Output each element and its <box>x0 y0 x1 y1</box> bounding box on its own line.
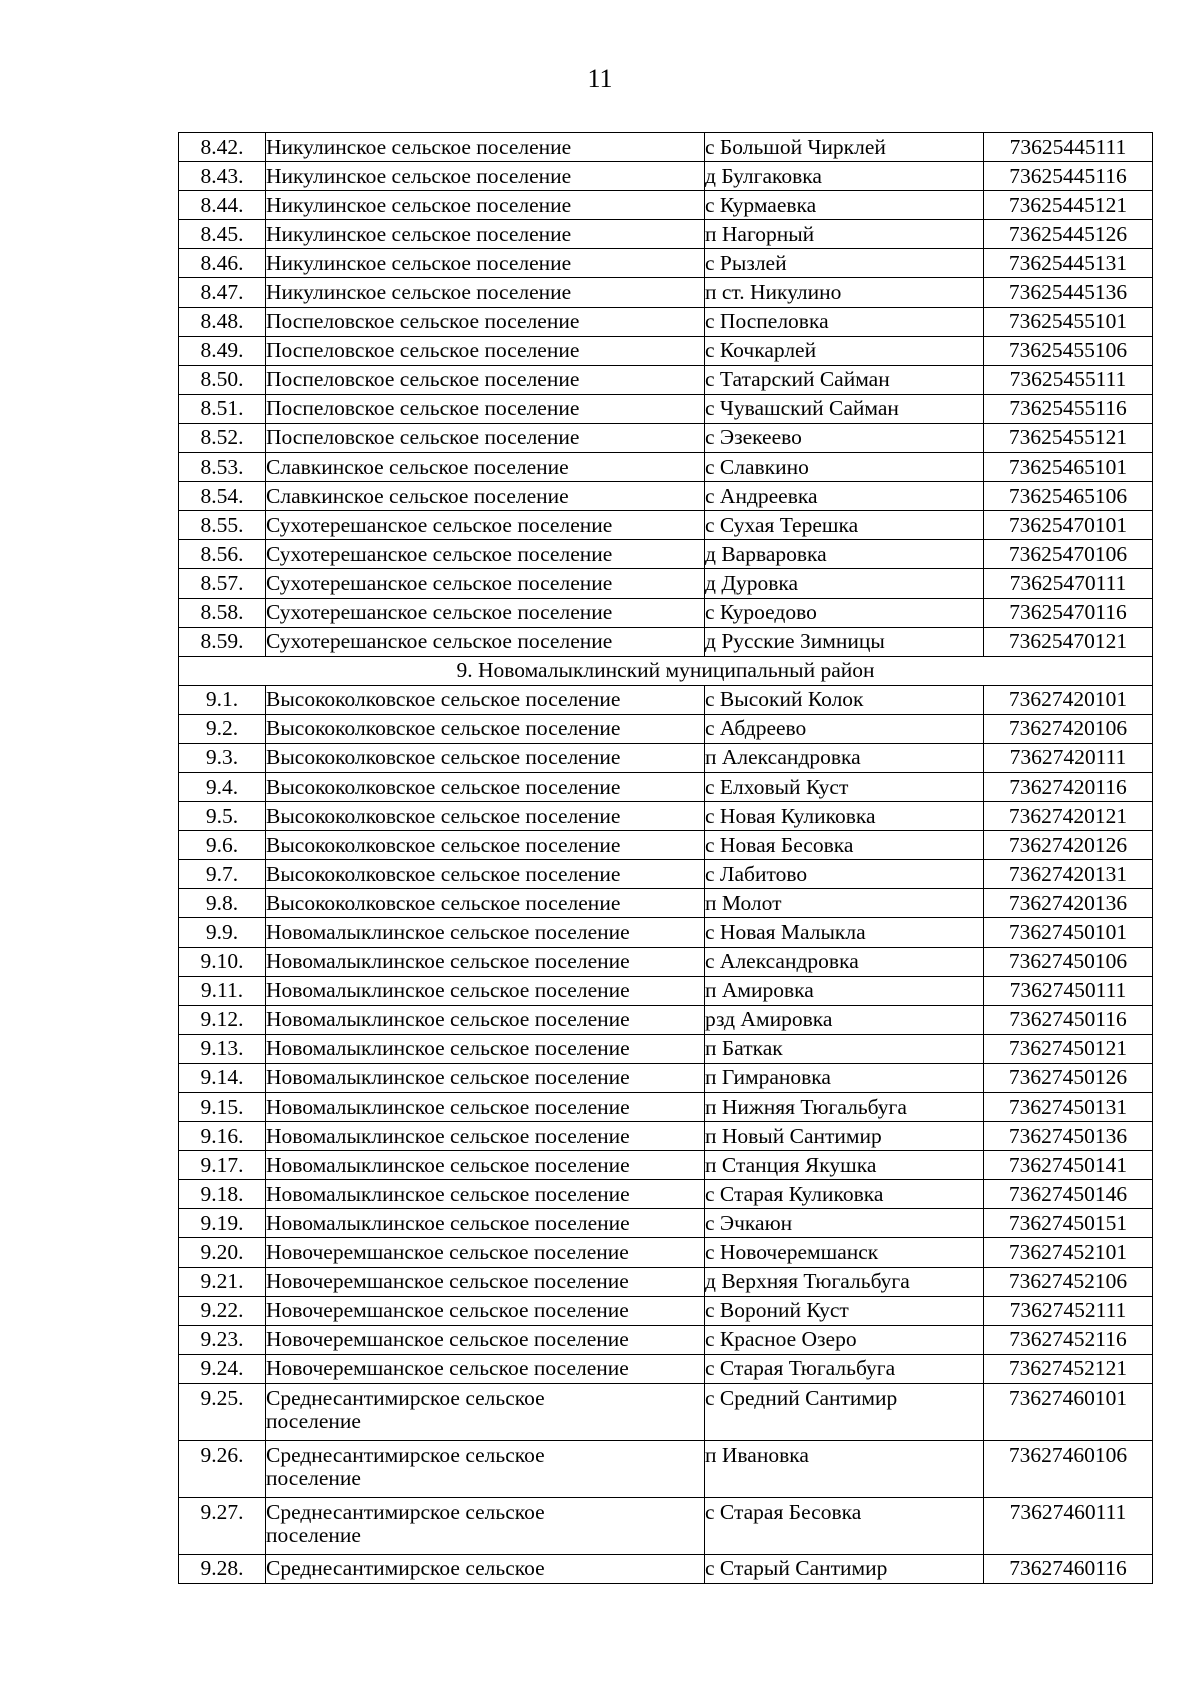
table-row <box>179 1554 1153 1583</box>
table-section-8 <box>179 133 1153 657</box>
table-row <box>179 685 1153 714</box>
table-row <box>179 598 1153 627</box>
row-number-cell: 9.28. <box>179 1554 266 1583</box>
page-number: 11 <box>587 64 613 93</box>
municipality-cell: Новомалыклинское сельское поселение <box>266 1005 705 1034</box>
oktmo-code-cell: 73627420131 <box>984 860 1153 889</box>
row-number-cell: 8.44. <box>179 191 266 220</box>
municipality-cell: Новочеремшанское сельское поселение <box>266 1325 705 1354</box>
municipality-cell: Высококолковское сельское поселение <box>266 685 705 714</box>
row-number-cell: 8.52. <box>179 423 266 452</box>
municipality-cell: Никулинское сельское поселение <box>266 249 705 278</box>
oktmo-code-cell: 73627452121 <box>984 1354 1153 1383</box>
row-number-cell: 9.8. <box>179 889 266 918</box>
locality-cell: с Старая Куликовка <box>705 1180 984 1209</box>
municipality-cell: Новомалыклинское сельское поселение <box>266 1063 705 1092</box>
row-number-cell: 9.3. <box>179 743 266 772</box>
locality-cell: с Славкино <box>705 453 984 482</box>
row-number-cell: 8.58. <box>179 598 266 627</box>
locality-cell: п Баткак <box>705 1034 984 1063</box>
row-number-cell: 8.42. <box>179 133 266 162</box>
locality-cell: с Новая Куликовка <box>705 802 984 831</box>
locality-cell: с Новочеремшанск <box>705 1238 984 1267</box>
municipality-cell: Славкинское сельское поселение <box>266 482 705 511</box>
locality-cell: с Средний Сантимир <box>705 1383 984 1440</box>
oktmo-code-cell: 73627450146 <box>984 1180 1153 1209</box>
row-number-cell: 8.46. <box>179 249 266 278</box>
locality-cell: рзд Амировка <box>705 1005 984 1034</box>
table-section-header <box>179 656 1153 685</box>
locality-cell: с Новая Малыкла <box>705 918 984 947</box>
locality-cell: с Абдреево <box>705 714 984 743</box>
oktmo-code-cell: 73627460101 <box>984 1383 1153 1440</box>
row-number-cell: 8.48. <box>179 307 266 336</box>
municipality-cell: Новомалыклинское сельское поселение <box>266 1034 705 1063</box>
municipality-cell: Среднесантимирское сельское <box>266 1554 705 1583</box>
municipality-cell: Сухотерешанское сельское поселение <box>266 511 705 540</box>
locality-cell: с Новая Бесовка <box>705 831 984 860</box>
table-row <box>179 889 1153 918</box>
locality-cell: с Елховый Куст <box>705 772 984 801</box>
oktmo-code-cell: 73625455121 <box>984 423 1153 452</box>
row-number-cell: 8.59. <box>179 627 266 656</box>
table-row <box>179 947 1153 976</box>
oktmo-code-cell: 73625465106 <box>984 482 1153 511</box>
municipality-cell: Поспеловское сельское поселение <box>266 365 705 394</box>
locality-cell: д Булгаковка <box>705 162 984 191</box>
table-row <box>179 1238 1153 1267</box>
locality-cell: с Куроедово <box>705 598 984 627</box>
municipality-cell: Высококолковское сельское поселение <box>266 831 705 860</box>
oktmo-code-cell: 73627420126 <box>984 831 1153 860</box>
oktmo-code-cell: 73625455116 <box>984 394 1153 423</box>
municipality-cell: Высококолковское сельское поселение <box>266 889 705 918</box>
table-row <box>179 482 1153 511</box>
oktmo-code-cell: 73627450116 <box>984 1005 1153 1034</box>
row-number-cell: 9.12. <box>179 1005 266 1034</box>
municipality-cell: Сухотерешанское сельское поселение <box>266 598 705 627</box>
table-row <box>179 1354 1153 1383</box>
municipality-cell: Никулинское сельское поселение <box>266 133 705 162</box>
oktmo-code-cell: 73627450106 <box>984 947 1153 976</box>
table-section-9 <box>179 685 1153 1583</box>
oktmo-code-cell: 73627420121 <box>984 802 1153 831</box>
municipality-cell: Новомалыклинское сельское поселение <box>266 976 705 1005</box>
locality-cell: п Нижняя Тюгальбуга <box>705 1093 984 1122</box>
municipality-cell: Среднесантимирское сельское поселение <box>266 1383 705 1440</box>
oktmo-code-cell: 73627450101 <box>984 918 1153 947</box>
locality-cell: п Ивановка <box>705 1440 984 1497</box>
municipality-cell: Поспеловское сельское поселение <box>266 423 705 452</box>
table-row <box>179 423 1153 452</box>
oktmo-code-cell: 73627420101 <box>984 685 1153 714</box>
locality-cell: п Амировка <box>705 976 984 1005</box>
locality-cell: с Красное Озеро <box>705 1325 984 1354</box>
row-number-cell: 9.13. <box>179 1034 266 1063</box>
row-number-cell: 9.7. <box>179 860 266 889</box>
row-number-cell: 9.5. <box>179 802 266 831</box>
row-number-cell: 8.45. <box>179 220 266 249</box>
row-number-cell: 9.19. <box>179 1209 266 1238</box>
oktmo-code-cell: 73627450141 <box>984 1151 1153 1180</box>
table-row <box>179 394 1153 423</box>
oktmo-code-cell: 73627452116 <box>984 1325 1153 1354</box>
table-row <box>179 918 1153 947</box>
row-number-cell: 9.17. <box>179 1151 266 1180</box>
row-number-cell: 9.9. <box>179 918 266 947</box>
row-number-cell: 9.25. <box>179 1383 266 1440</box>
locality-cell: д Варваровка <box>705 540 984 569</box>
table-row <box>179 453 1153 482</box>
table-row <box>179 191 1153 220</box>
row-number-cell: 8.49. <box>179 336 266 365</box>
settlements-table <box>178 132 1153 1584</box>
municipality-cell: Новочеремшанское сельское поселение <box>266 1354 705 1383</box>
oktmo-code-cell: 73627450136 <box>984 1122 1153 1151</box>
oktmo-code-cell: 73627450126 <box>984 1063 1153 1092</box>
municipality-cell: Новочеремшанское сельское поселение <box>266 1267 705 1296</box>
table-row <box>179 772 1153 801</box>
table-row <box>179 1325 1153 1354</box>
row-number-cell: 9.16. <box>179 1122 266 1151</box>
table-row <box>179 802 1153 831</box>
table-row <box>179 1122 1153 1151</box>
table-row <box>179 1005 1153 1034</box>
row-number-cell: 8.55. <box>179 511 266 540</box>
municipality-cell: Среднесантимирское сельское поселение <box>266 1497 705 1554</box>
table-row <box>179 1180 1153 1209</box>
locality-cell: с Поспеловка <box>705 307 984 336</box>
table-row <box>179 976 1153 1005</box>
locality-cell: д Русские Зимницы <box>705 627 984 656</box>
row-number-cell: 9.6. <box>179 831 266 860</box>
municipality-cell: Никулинское сельское поселение <box>266 191 705 220</box>
municipality-cell: Новомалыклинское сельское поселение <box>266 918 705 947</box>
row-number-cell: 8.47. <box>179 278 266 307</box>
oktmo-code-cell: 73627460111 <box>984 1497 1153 1554</box>
table-row <box>179 714 1153 743</box>
municipality-cell: Новомалыклинское сельское поселение <box>266 1093 705 1122</box>
municipality-cell: Высококолковское сельское поселение <box>266 772 705 801</box>
municipality-cell: Высококолковское сельское поселение <box>266 714 705 743</box>
table-row <box>179 365 1153 394</box>
oktmo-code-cell: 73627420116 <box>984 772 1153 801</box>
locality-cell: п Молот <box>705 889 984 918</box>
locality-cell: с Андреевка <box>705 482 984 511</box>
table-row <box>179 1296 1153 1325</box>
oktmo-code-cell: 73625445121 <box>984 191 1153 220</box>
oktmo-code-cell: 73627460116 <box>984 1554 1153 1583</box>
municipality-cell: Сухотерешанское сельское поселение <box>266 540 705 569</box>
oktmo-code-cell: 73627420136 <box>984 889 1153 918</box>
oktmo-code-cell: 73625465101 <box>984 453 1153 482</box>
municipality-cell: Сухотерешанское сельское поселение <box>266 569 705 598</box>
locality-cell: п Нагорный <box>705 220 984 249</box>
municipality-cell: Поспеловское сельское поселение <box>266 394 705 423</box>
oktmo-code-cell: 73625470101 <box>984 511 1153 540</box>
locality-cell: п Станция Якушка <box>705 1151 984 1180</box>
row-number-cell: 9.24. <box>179 1354 266 1383</box>
oktmo-code-cell: 73627450151 <box>984 1209 1153 1238</box>
municipality-cell: Новомалыклинское сельское поселение <box>266 1209 705 1238</box>
row-number-cell: 8.56. <box>179 540 266 569</box>
municipality-cell: Новомалыклинское сельское поселение <box>266 947 705 976</box>
locality-cell: д Верхняя Тюгальбуга <box>705 1267 984 1296</box>
table-row <box>179 511 1153 540</box>
municipality-cell: Сухотерешанское сельское поселение <box>266 627 705 656</box>
table-row <box>179 627 1153 656</box>
row-number-cell: 9.11. <box>179 976 266 1005</box>
municipality-cell: Новомалыклинское сельское поселение <box>266 1122 705 1151</box>
locality-cell: с Кочкарлей <box>705 336 984 365</box>
oktmo-code-cell: 73625445111 <box>984 133 1153 162</box>
table-row <box>179 831 1153 860</box>
row-number-cell: 9.27. <box>179 1497 266 1554</box>
municipality-cell: Никулинское сельское поселение <box>266 278 705 307</box>
table-row <box>179 1497 1153 1554</box>
row-number-cell: 8.53. <box>179 453 266 482</box>
locality-cell: с Высокий Колок <box>705 685 984 714</box>
table-row <box>179 1440 1153 1497</box>
locality-cell: с Сухая Терешка <box>705 511 984 540</box>
row-number-cell: 9.10. <box>179 947 266 976</box>
table-row <box>179 569 1153 598</box>
oktmo-code-cell: 73627452111 <box>984 1296 1153 1325</box>
municipality-cell: Новомалыклинское сельское поселение <box>266 1151 705 1180</box>
locality-cell: с Александровка <box>705 947 984 976</box>
oktmo-code-cell: 73625445131 <box>984 249 1153 278</box>
locality-cell: с Старый Сантимир <box>705 1554 984 1583</box>
row-number-cell: 9.22. <box>179 1296 266 1325</box>
oktmo-code-cell: 73627420111 <box>984 743 1153 772</box>
locality-cell: с Старая Тюгальбуга <box>705 1354 984 1383</box>
locality-cell: с Старая Бесовка <box>705 1497 984 1554</box>
locality-cell: с Большой Чирклей <box>705 133 984 162</box>
locality-cell: п Гимрановка <box>705 1063 984 1092</box>
oktmo-code-cell: 73625470121 <box>984 627 1153 656</box>
oktmo-code-cell: 73625445126 <box>984 220 1153 249</box>
row-number-cell: 9.1. <box>179 685 266 714</box>
row-number-cell: 9.26. <box>179 1440 266 1497</box>
oktmo-code-cell: 73625455106 <box>984 336 1153 365</box>
oktmo-code-cell: 73625455101 <box>984 307 1153 336</box>
locality-cell: с Рызлей <box>705 249 984 278</box>
locality-cell: д Дуровка <box>705 569 984 598</box>
table-row <box>179 1093 1153 1122</box>
locality-cell: с Эзекеево <box>705 423 984 452</box>
table-row <box>179 336 1153 365</box>
row-number-cell: 9.14. <box>179 1063 266 1092</box>
table-row <box>179 1063 1153 1092</box>
table-row <box>179 162 1153 191</box>
row-number-cell: 9.2. <box>179 714 266 743</box>
table-row <box>179 278 1153 307</box>
oktmo-code-cell: 73625470116 <box>984 598 1153 627</box>
oktmo-code-cell: 73625445116 <box>984 162 1153 191</box>
row-number-cell: 9.23. <box>179 1325 266 1354</box>
oktmo-code-cell: 73627450131 <box>984 1093 1153 1122</box>
municipality-cell: Высококолковское сельское поселение <box>266 860 705 889</box>
locality-cell: с Чувашский Сайман <box>705 394 984 423</box>
municipality-cell: Никулинское сельское поселение <box>266 162 705 191</box>
oktmo-code-cell: 73627420106 <box>984 714 1153 743</box>
locality-cell: п ст. Никулино <box>705 278 984 307</box>
locality-cell: с Лабитово <box>705 860 984 889</box>
oktmo-code-cell: 73625470111 <box>984 569 1153 598</box>
oktmo-code-cell: 73627450111 <box>984 976 1153 1005</box>
row-number-cell: 9.18. <box>179 1180 266 1209</box>
municipality-cell: Никулинское сельское поселение <box>266 220 705 249</box>
section-header-row <box>179 656 1153 685</box>
table-row <box>179 1209 1153 1238</box>
table-row <box>179 220 1153 249</box>
oktmo-code-cell: 73627452101 <box>984 1238 1153 1267</box>
table-row <box>179 1151 1153 1180</box>
oktmo-code-cell: 73625445136 <box>984 278 1153 307</box>
municipality-cell: Новомалыклинское сельское поселение <box>266 1180 705 1209</box>
municipality-cell: Поспеловское сельское поселение <box>266 336 705 365</box>
locality-cell: с Татарский Сайман <box>705 365 984 394</box>
row-number-cell: 8.54. <box>179 482 266 511</box>
table-row <box>179 1383 1153 1440</box>
oktmo-code-cell: 73625470106 <box>984 540 1153 569</box>
table-row <box>179 743 1153 772</box>
locality-cell: с Вороний Куст <box>705 1296 984 1325</box>
oktmo-code-cell: 73627450121 <box>984 1034 1153 1063</box>
row-number-cell: 8.51. <box>179 394 266 423</box>
locality-cell: с Эчкаюн <box>705 1209 984 1238</box>
locality-cell: п Александровка <box>705 743 984 772</box>
row-number-cell: 9.15. <box>179 1093 266 1122</box>
municipality-cell: Высококолковское сельское поселение <box>266 743 705 772</box>
municipality-cell: Поспеловское сельское поселение <box>266 307 705 336</box>
row-number-cell: 9.4. <box>179 772 266 801</box>
section-title: 9. Новомалыклинский муниципальный район <box>179 656 1153 685</box>
municipality-cell: Высококолковское сельское поселение <box>266 802 705 831</box>
row-number-cell: 9.21. <box>179 1267 266 1296</box>
table-row <box>179 133 1153 162</box>
row-number-cell: 9.20. <box>179 1238 266 1267</box>
table-row <box>179 249 1153 278</box>
municipality-cell: Славкинское сельское поселение <box>266 453 705 482</box>
table-row <box>179 860 1153 889</box>
table-row <box>179 307 1153 336</box>
table-row <box>179 540 1153 569</box>
table-row <box>179 1034 1153 1063</box>
row-number-cell: 8.50. <box>179 365 266 394</box>
municipality-cell: Новочеремшанское сельское поселение <box>266 1238 705 1267</box>
locality-cell: с Курмаевка <box>705 191 984 220</box>
locality-cell: п Новый Сантимир <box>705 1122 984 1151</box>
table-row <box>179 1267 1153 1296</box>
row-number-cell: 8.43. <box>179 162 266 191</box>
oktmo-code-cell: 73625455111 <box>984 365 1153 394</box>
row-number-cell: 8.57. <box>179 569 266 598</box>
municipality-cell: Новочеремшанское сельское поселение <box>266 1296 705 1325</box>
oktmo-code-cell: 73627460106 <box>984 1440 1153 1497</box>
oktmo-code-cell: 73627452106 <box>984 1267 1153 1296</box>
municipality-cell: Среднесантимирское сельское поселение <box>266 1440 705 1497</box>
